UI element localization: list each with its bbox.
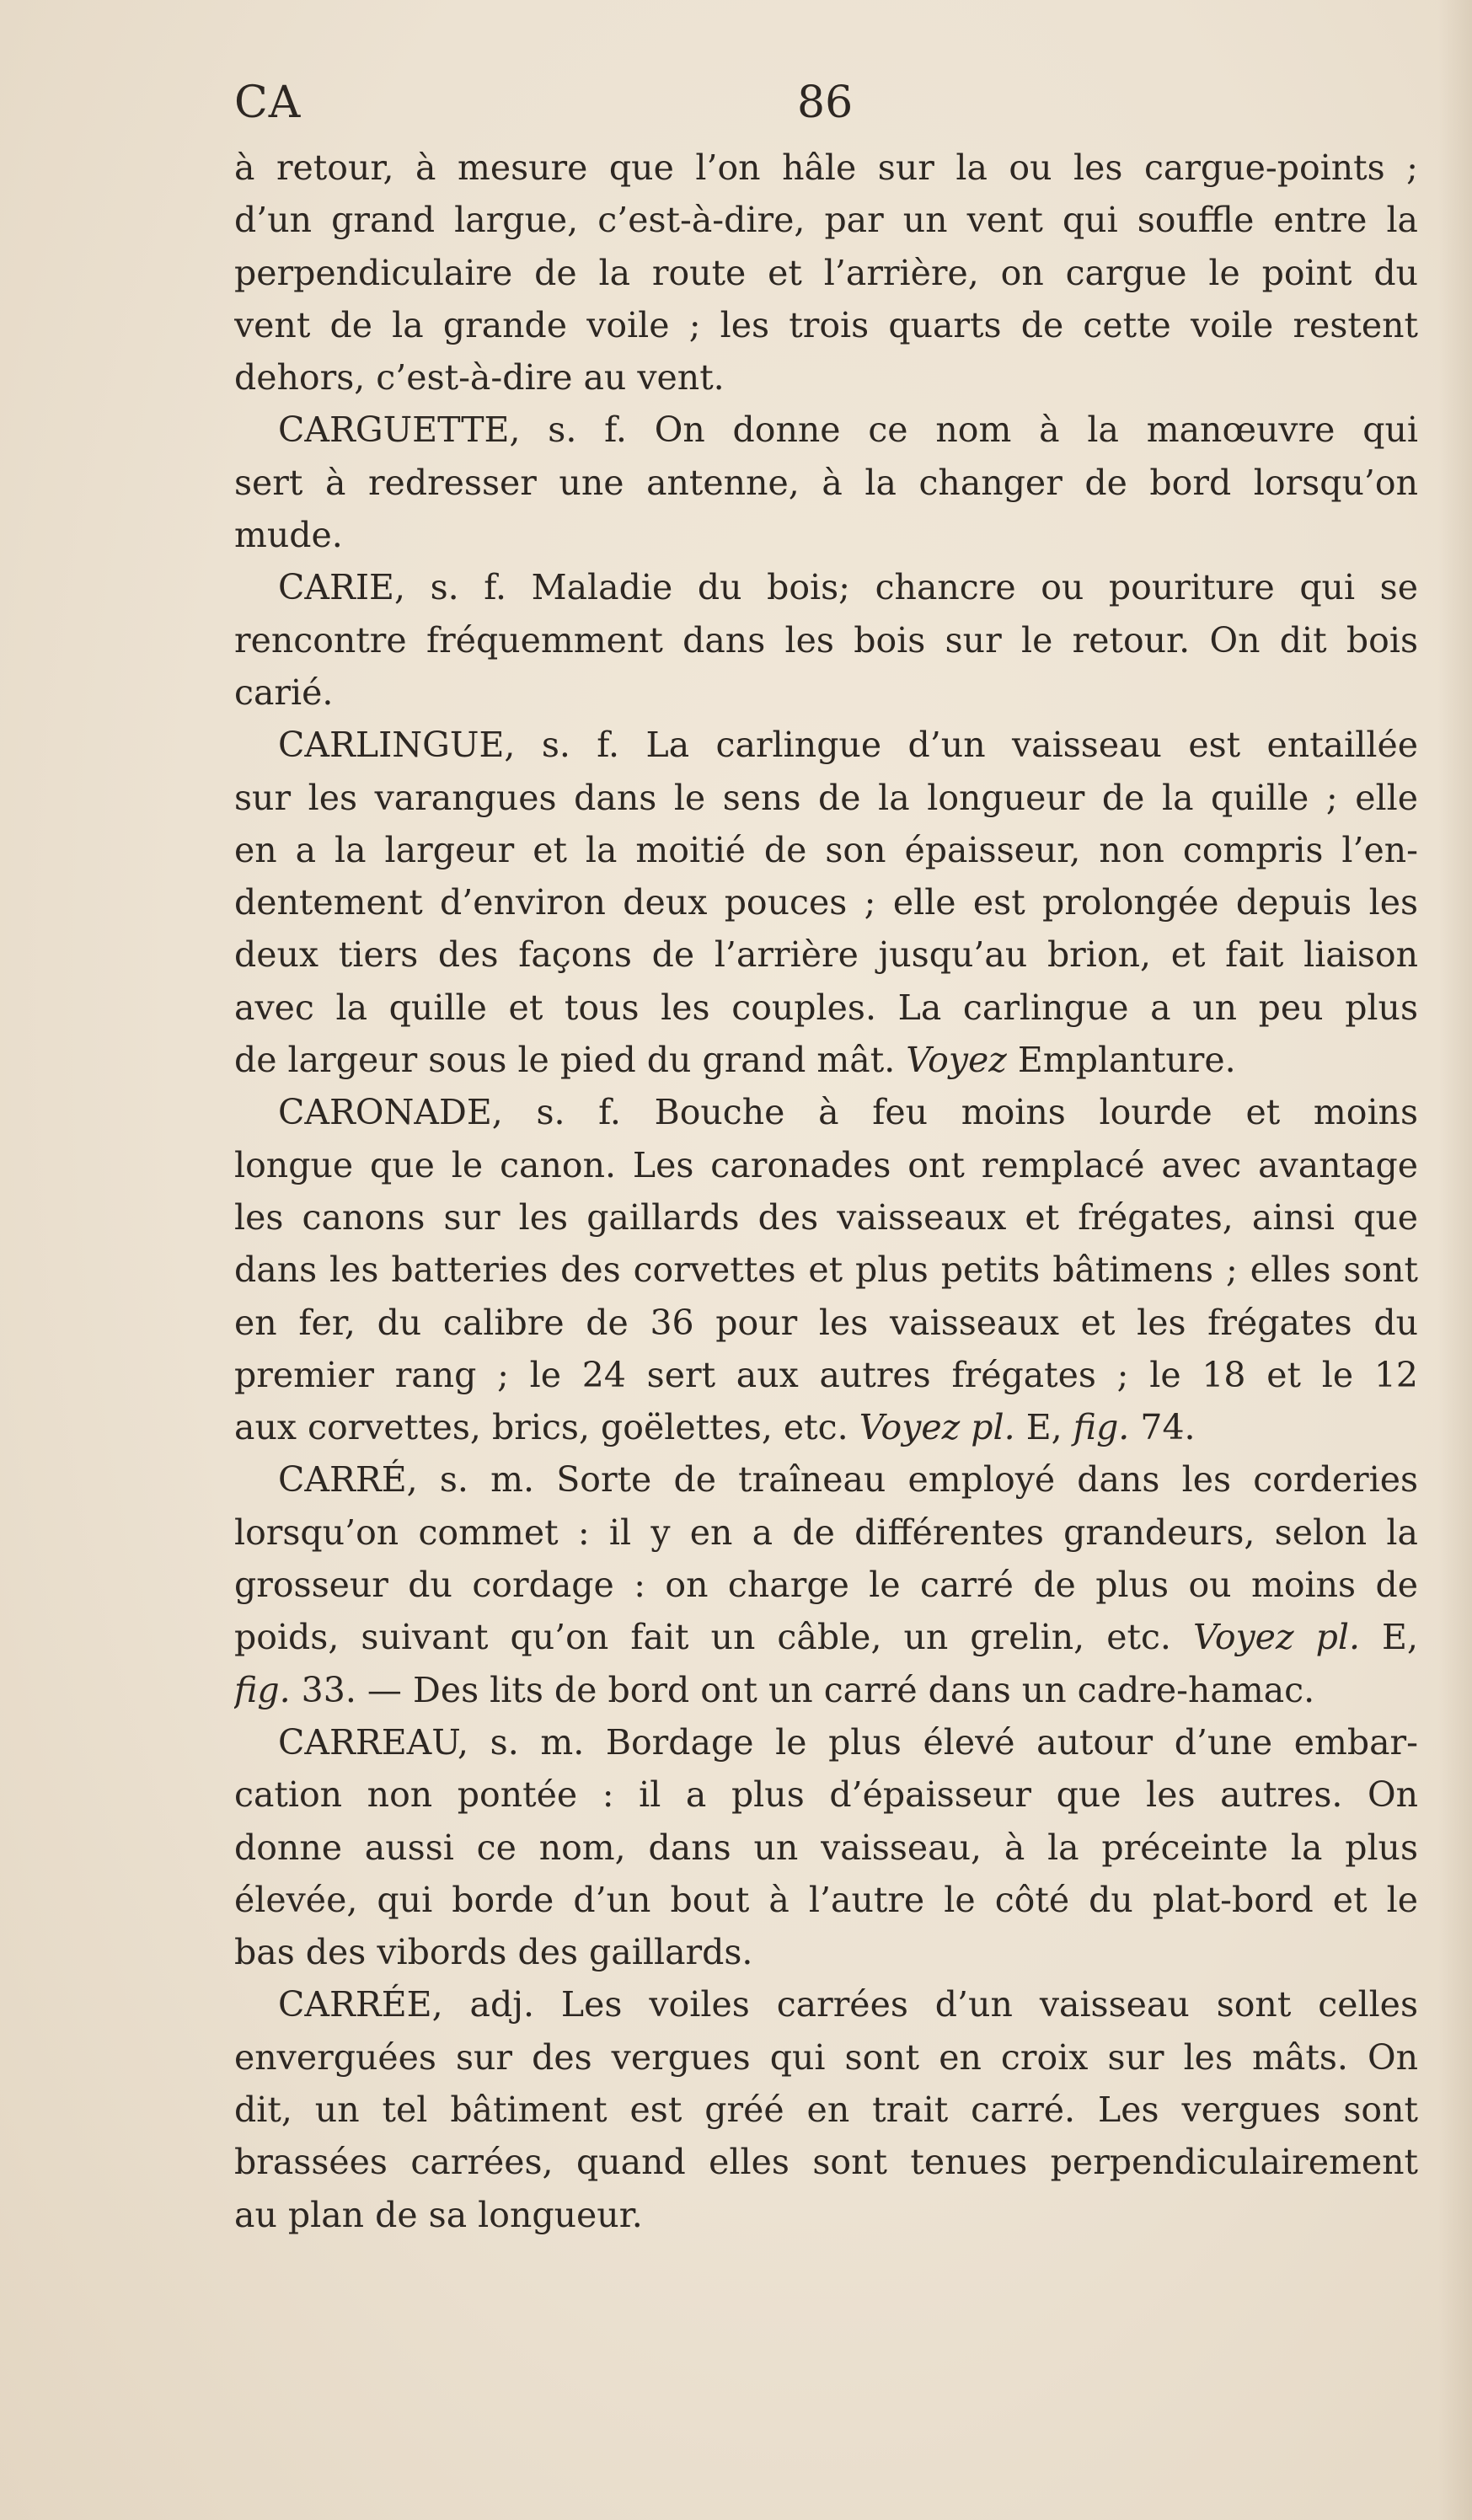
entry-carree <box>234 1978 1418 2030</box>
line-text: brassées carrées, quand elles sont tenues perpendiculairement <box>234 2142 1418 2183</box>
text-line <box>234 247 1418 299</box>
text-line <box>234 1822 1418 1874</box>
line-text: à retour, à mesure que l’on hâle sur la ou les cargue-points ; <box>234 147 1418 188</box>
line-text: de largeur sous le pied du grand mât. <box>234 1040 896 1081</box>
page-number: 86 <box>797 78 854 128</box>
line-text: en fer, du calibre de 36 pour les vaisseaux et les frégates du <box>234 1302 1418 1343</box>
line-text: carié. <box>234 671 334 713</box>
entry-caronade <box>234 1086 1418 1138</box>
text-line <box>234 772 1418 824</box>
line-text: sert à redresser une antenne, à la changer de bord lorsqu’on <box>234 462 1418 503</box>
text-line <box>234 928 1418 981</box>
text-line <box>234 1664 1418 1716</box>
line-text: longue que le canon. Les caronades ont remplacé avec avantage <box>234 1144 1418 1185</box>
crossref-fig-number: 74. <box>1129 1407 1196 1448</box>
line-text: CARGUETTE, s. f. On donne ce nom à la manœuvre qui <box>278 409 1418 451</box>
line-text: perpendiculaire de la route et l’arrière, on cargue le point du <box>234 252 1418 293</box>
line-text: premier rang ; le 24 sert aux autres frégates ; le 18 et le 12 <box>234 1354 1418 1395</box>
text-line <box>234 457 1418 509</box>
line-text: bas des vibords des gaillards. <box>234 1932 753 1973</box>
crossref-target: E, <box>1014 1407 1073 1448</box>
line-text: en a la largeur et la moitié de son épaisseur, non compris l’en- <box>234 829 1418 870</box>
dictionary-text <box>234 142 1418 2241</box>
line-text: CARIE, s. f. Maladie du bois; chancre ou pouriture qui se <box>278 567 1418 608</box>
text-line <box>234 194 1418 246</box>
line-text: deux tiers des façons de l’arrière jusqu’au brion, et fait liaison <box>234 934 1418 976</box>
crossref-voyez: Voyez <box>906 1040 1007 1081</box>
line-text: poids, suivant qu’on fait un câble, un grelin, etc. <box>234 1617 1171 1658</box>
text-line <box>234 1926 1418 1978</box>
line-text: grosseur du cordage : on charge le carré de plus ou moins de <box>234 1565 1418 1606</box>
text-line <box>234 2189 1418 2241</box>
line-text: dentement d’environ deux pouces ; elle est prolongée depuis les <box>234 882 1418 923</box>
text-line <box>234 1874 1418 1926</box>
crossref-fig: fig. <box>1073 1407 1130 1448</box>
text-line <box>234 2031 1418 2084</box>
text-line <box>234 1297 1418 1349</box>
line-text: mude. <box>234 515 343 556</box>
line-text: dehors, c’est-à-dire au vent. <box>234 357 725 399</box>
text-line <box>234 1191 1418 1244</box>
text-line <box>234 2084 1418 2136</box>
entry-carreau <box>234 1716 1418 1768</box>
line-text: dit, un tel bâtiment est gréé en trait carré. Les vergues sont <box>234 2089 1418 2130</box>
text-line <box>234 509 1418 561</box>
line-text: cation non pontée : il a plus d’épaisseur que les autres. On <box>234 1774 1418 1816</box>
line-text: enverguées sur des vergues qui sont en croix sur les mâts. On <box>234 2036 1418 2078</box>
line-text: donne aussi ce nom, dans un vaisseau, à la préceinte la plus <box>234 1827 1418 1868</box>
entry-carguette <box>234 404 1418 456</box>
text-line <box>234 876 1418 928</box>
line-text: les canons sur les gaillards des vaisseaux et frégates, ainsi que <box>234 1196 1418 1238</box>
text-line <box>234 1244 1418 1296</box>
line-text: dans les batteries des corvettes et plus petits bâtimens ; elles sont <box>234 1249 1418 1291</box>
text-line <box>234 666 1418 719</box>
line-text: CARRÉE, adj. Les voiles carrées d’un vaisseau sont celles <box>278 1984 1418 2025</box>
running-head: CA <box>234 78 302 128</box>
text-line <box>234 1139 1418 1191</box>
crossref-voyez: Voyez pl. <box>1192 1617 1360 1658</box>
crossref-target: E, <box>1359 1617 1418 1658</box>
line-text: CARRÉ, s. m. Sorte de traîneau employé dans les corderies <box>278 1459 1418 1501</box>
line-text: au plan de sa longueur. <box>234 2194 643 2235</box>
text-line <box>234 142 1418 194</box>
line-text: sur les varangues dans le sens de la longueur de la quille ; elle <box>234 777 1418 818</box>
text-line <box>234 824 1418 876</box>
text-line <box>234 299 1418 351</box>
text-line <box>234 2136 1418 2188</box>
text-line <box>234 1349 1418 1401</box>
line-text: 33. — Des lits de bord ont un carré dans un cadre-hamac. <box>301 1669 1315 1710</box>
crossref-target: Emplanture. <box>1006 1040 1236 1081</box>
text-line <box>234 1611 1418 1663</box>
text-line <box>234 614 1418 666</box>
crossref-voyez: Voyez pl. <box>859 1407 1015 1448</box>
text-line <box>234 351 1418 404</box>
line-text: élevée, qui borde d’un bout à l’autre le côté du plat-bord et le <box>234 1879 1418 1920</box>
text-line <box>234 1034 1418 1086</box>
crossref-fig: fig. <box>234 1669 291 1710</box>
line-text: CARREAU, s. m. Bordage le plus élevé autour d’une embar- <box>278 1721 1418 1763</box>
page-edge-shadow <box>1438 0 1472 2520</box>
entry-carlingue <box>234 719 1418 771</box>
line-text: aux corvettes, brics, goëlettes, etc. <box>234 1407 848 1448</box>
entry-carre <box>234 1453 1418 1506</box>
line-text: CARLINGUE, s. f. La carlingue d’un vaisseau est entaillée <box>278 725 1418 766</box>
text-line <box>234 1768 1418 1821</box>
text-line <box>234 1401 1418 1453</box>
text-line <box>234 1506 1418 1559</box>
text-line <box>234 982 1418 1034</box>
line-text: rencontre fréquemment dans les bois sur le retour. On dit bois <box>234 619 1418 661</box>
line-text: vent de la grande voile ; les trois quarts de cette voile restent <box>234 304 1418 345</box>
entry-carie <box>234 561 1418 613</box>
line-text: avec la quille et tous les couples. La carlingue a un peu plus <box>234 987 1418 1028</box>
page-header <box>234 78 1271 136</box>
line-text: lorsqu’on commet : il y en a de différentes grandeurs, selon la <box>234 1511 1418 1553</box>
line-text: d’un grand largue, c’est-à-dire, par un vent qui souffle entre la <box>234 200 1418 241</box>
text-line <box>234 1559 1418 1611</box>
line-text: CARONADE, s. f. Bouche à feu moins lourde et moins <box>278 1092 1418 1133</box>
